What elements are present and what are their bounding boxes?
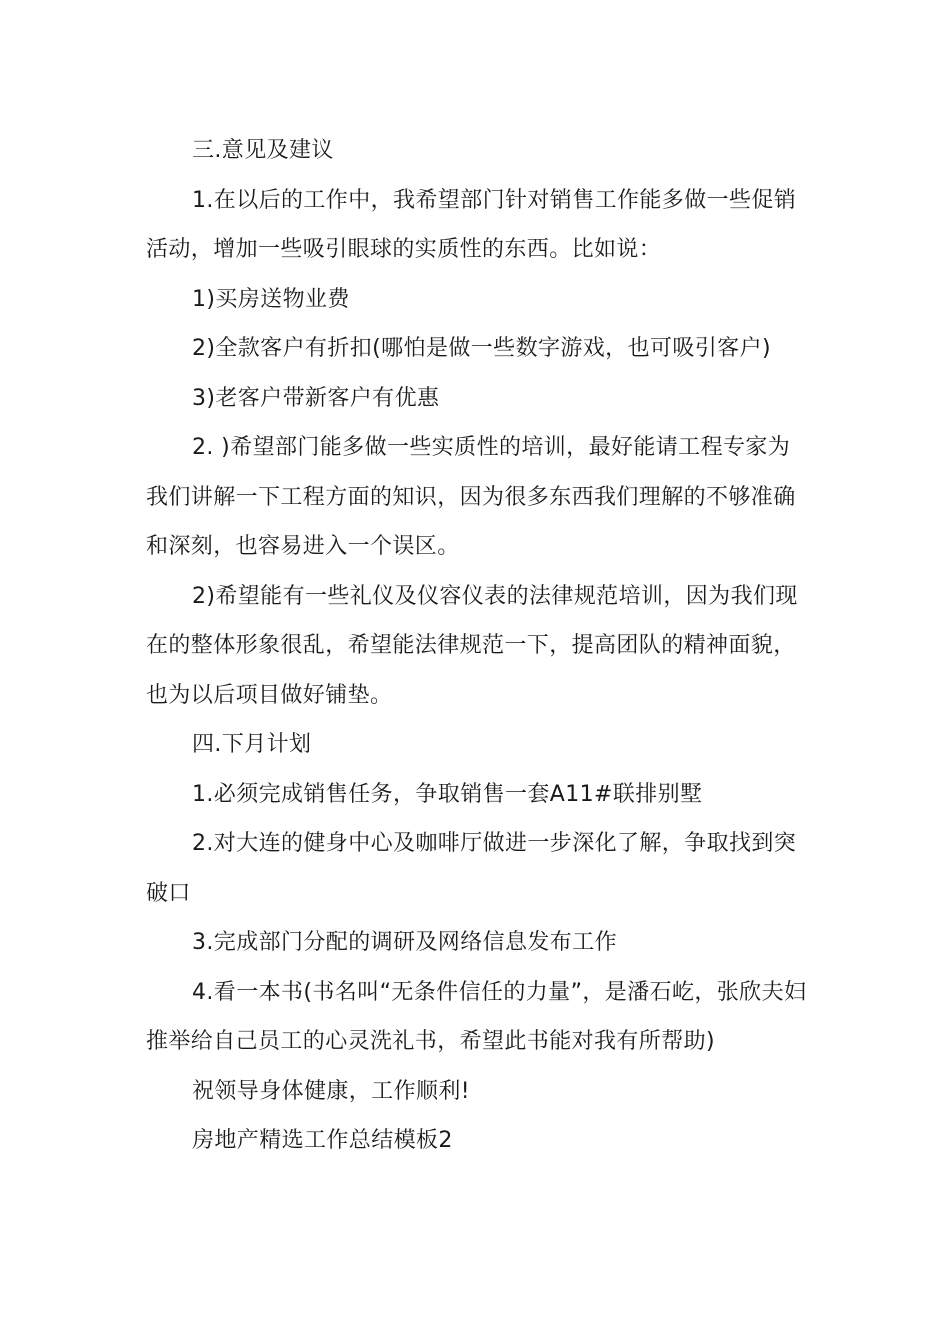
paragraph-etiquette-training: 2)希望能有一些礼仪及仪容仪表的法律规范培训，因为我们现在的整体形象很乱，希望能法律规范一下，提高团队的精神面貌，也为以后项目做好铺垫。 (146, 583, 798, 708)
list-item-referral-offer: 3)老客户带新客户有优惠 (192, 385, 440, 411)
section-heading-suggestions: 三.意见及建议 (192, 138, 334, 163)
plan-item-3: 3.完成部门分配的调研及网络信息发布工作 (192, 930, 617, 955)
paragraph-suggestion-1: 1.在以后的工作中，我希望部门针对销售工作能多做一些促销活动，增加一些吸引眼球的实质性的东西。比如说： (146, 187, 797, 262)
list-item-full-payment-discount: 2)全款客户有折扣(哪怕是做一些数字游戏，也可吸引客户) (192, 336, 771, 361)
list-item-property-fee: 1)买房送物业费 (192, 286, 350, 312)
plan-item-4: 4.看一本书(书名叫“无条件信任的力量”，是潘石屹，张欣夫妇推举给自己员工的心灵洗礼书，希望此书能对我有所帮助) (146, 979, 807, 1054)
plan-item-1: 1.必须完成销售任务，争取销售一套A11#联排别墅 (192, 781, 703, 807)
paragraph-suggestion-2: 2. )希望部门能多做一些实质性的培训，最好能请工程专家为我们讲解一下工程方面的知识，因为很多东西我们理解的不够准确和深刻，也容易进入一个误区。 (146, 435, 796, 559)
section-heading-next-month-plan: 四.下月计划 (192, 732, 312, 757)
document-body (146, 126, 808, 1166)
plan-item-2: 2.对大连的健身中心及咖啡厅做进一步深化了解，争取找到突破口 (146, 831, 797, 906)
closing-wish: 祝领导身体健康，工作顺利! (192, 1078, 471, 1104)
next-document-title: 房地产精选工作总结模板2 (192, 1128, 453, 1153)
